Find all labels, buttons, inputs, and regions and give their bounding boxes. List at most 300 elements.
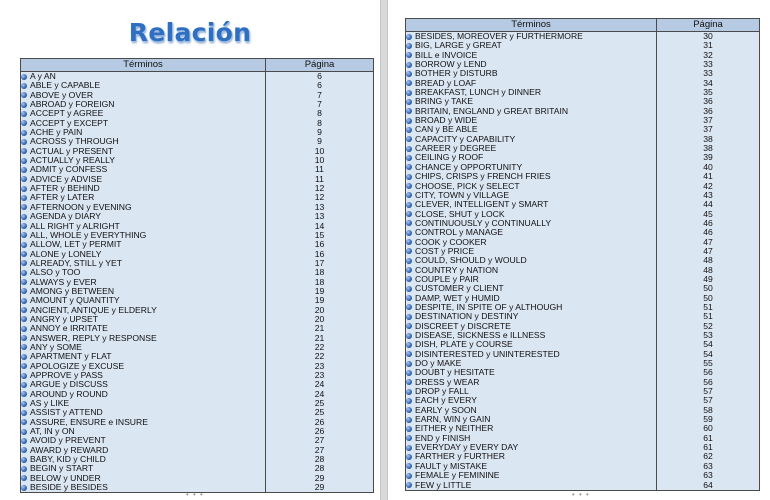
page-number: 25: [266, 399, 374, 408]
table-row: [406, 69, 760, 78]
term-cell: [406, 266, 657, 275]
page-number: 61: [657, 443, 760, 452]
table-row: [21, 418, 374, 427]
term-cell: [21, 222, 266, 231]
term-text: BORROW y LEND: [415, 60, 487, 70]
page-number: 23: [266, 371, 374, 380]
page-number: 6: [266, 72, 374, 82]
table-row: [21, 380, 374, 389]
bullet-icon: [21, 102, 27, 108]
term-cell: [406, 200, 657, 209]
term-text: ACROSS y THROUGH: [30, 137, 119, 147]
term-text: BABY, KID y CHILD: [30, 455, 106, 465]
bullet-icon: [21, 120, 27, 126]
table-row: [21, 334, 374, 343]
page-number: 46: [657, 228, 760, 237]
bullet-icon: [406, 62, 412, 68]
table-row: [21, 362, 374, 371]
page-number: 15: [266, 231, 374, 240]
page-number: 19: [266, 287, 374, 296]
page-number: 63: [657, 471, 760, 480]
term-cell: [21, 455, 266, 464]
page-number: 11: [266, 175, 374, 184]
bullet-icon: [406, 463, 412, 469]
table-row: [406, 32, 760, 42]
bullet-icon: [406, 267, 412, 273]
term-cell: [21, 380, 266, 389]
bullet-icon: [406, 118, 412, 124]
page-number: 38: [657, 144, 760, 153]
term-text: DRESS y WEAR: [415, 377, 480, 387]
page-number: 7: [266, 91, 374, 100]
bullet-icon: [406, 361, 412, 367]
page-number: 42: [657, 182, 760, 191]
page-number: 56: [657, 378, 760, 387]
term-text: AGENDA y DIARY: [30, 212, 101, 222]
bullet-icon: [406, 258, 412, 264]
term-text: AFTER y BEHIND: [30, 184, 100, 194]
term-cell: [406, 359, 657, 368]
bullet-icon: [21, 419, 27, 425]
term-text: ALREADY, STILL y YET: [30, 258, 123, 268]
page-number: 56: [657, 368, 760, 377]
page-number: 6: [266, 81, 374, 90]
page-number: 29: [266, 483, 374, 493]
table-row: [406, 378, 760, 387]
term-text: BRING y TAKE: [415, 97, 473, 107]
bullet-icon: [406, 276, 412, 282]
bullet-icon: [406, 398, 412, 404]
term-text: DISCREET y DISCRETE: [415, 321, 511, 331]
table-row: [21, 324, 374, 333]
table-row: [406, 396, 760, 405]
table-row: [21, 212, 374, 221]
bullet-icon: [21, 363, 27, 369]
term-cell: [21, 72, 266, 82]
bullet-icon: [406, 220, 412, 226]
page-number: 45: [657, 210, 760, 219]
table-row: [406, 247, 760, 256]
term-text: CHANCE y OPPORTUNITY: [415, 162, 523, 172]
table-row: [21, 231, 374, 240]
table-row: [406, 256, 760, 265]
page-number: 16: [266, 250, 374, 259]
term-cell: [21, 446, 266, 455]
bullet-icon: [406, 52, 412, 58]
bullet-icon: [21, 485, 27, 491]
table-row: [21, 184, 374, 193]
bullet-icon: [406, 286, 412, 292]
table-row: [21, 156, 374, 165]
term-cell: [21, 352, 266, 361]
term-text: BESIDES, MOREOVER y FURTHERMORE: [415, 31, 583, 41]
term-cell: [406, 41, 657, 50]
term-text: CHIPS, CRISPS y FRENCH FRIES: [415, 172, 551, 182]
table-row: [21, 446, 374, 455]
term-cell: [406, 275, 657, 284]
page-number: 50: [657, 294, 760, 303]
page-number: 57: [657, 387, 760, 396]
page-number: 44: [657, 200, 760, 209]
term-cell: [21, 175, 266, 184]
table-row: [406, 359, 760, 368]
page-number: 60: [657, 424, 760, 433]
page-number: 12: [266, 193, 374, 202]
term-cell: [21, 184, 266, 193]
table-row: [406, 238, 760, 247]
term-text: ABROAD y FOREIGN: [30, 100, 115, 110]
term-cell: [406, 481, 657, 491]
table-row: [21, 464, 374, 473]
term-text: AT, IN y ON: [30, 427, 75, 437]
table-row: [21, 287, 374, 296]
table-row: [406, 443, 760, 452]
page-number: 39: [657, 153, 760, 162]
term-text: AVOID y PREVENT: [30, 436, 106, 446]
table-row: [21, 343, 374, 352]
page-number: 21: [266, 324, 374, 333]
term-text: COOK y COOKER: [415, 237, 487, 247]
term-cell: [406, 462, 657, 471]
term-text: BOTHER y DISTURB: [415, 69, 498, 79]
page-number: 49: [657, 275, 760, 284]
table-row: [406, 79, 760, 88]
page-number: 7: [266, 100, 374, 109]
table-row: [406, 191, 760, 200]
term-text: ALWAYS y EVER: [30, 277, 97, 287]
term-cell: [21, 137, 266, 146]
term-cell: [21, 334, 266, 343]
page-number: 30: [657, 32, 760, 42]
term-cell: [21, 165, 266, 174]
page-title: Relación: [128, 18, 252, 47]
bullet-icon: [406, 80, 412, 86]
term-cell: [406, 387, 657, 396]
bullet-icon: [406, 71, 412, 77]
term-text: BESIDE y BESIDES: [30, 483, 108, 493]
bullet-icon: [406, 426, 412, 432]
page-number: 18: [266, 268, 374, 277]
bullet-icon: [21, 335, 27, 341]
table-row: [21, 474, 374, 483]
table-row: [406, 182, 760, 191]
page-number: 54: [657, 340, 760, 349]
term-cell: [21, 287, 266, 296]
table-row: [406, 172, 760, 181]
term-cell: [406, 247, 657, 256]
bullet-icon: [406, 370, 412, 376]
bullet-icon: [21, 307, 27, 313]
bullet-icon: [406, 417, 412, 423]
table-row: [21, 408, 374, 417]
bullet-icon: [406, 351, 412, 357]
term-cell: [21, 278, 266, 287]
page-number: 29: [266, 474, 374, 483]
page-number: 36: [657, 97, 760, 106]
page-number: 34: [657, 79, 760, 88]
table-row: [21, 193, 374, 202]
term-text: COUPLE y PAIR: [415, 274, 479, 284]
term-text: CAREER y DEGREE: [415, 144, 497, 154]
bullet-icon: [21, 74, 27, 80]
table-row: [406, 97, 760, 106]
bullet-icon: [406, 473, 412, 479]
table-row: [406, 350, 760, 359]
bullet-icon: [406, 155, 412, 161]
page-number: 12: [266, 184, 374, 193]
term-cell: [406, 60, 657, 69]
term-text: DISH, PLATE y COURSE: [415, 340, 513, 350]
term-text: CITY, TOWN y VILLAGE: [415, 190, 510, 200]
page-number: 26: [266, 418, 374, 427]
page-number: 36: [657, 107, 760, 116]
table-row: [406, 41, 760, 50]
term-text: ALL RIGHT y ALRIGHT: [30, 221, 120, 231]
page-number: 37: [657, 125, 760, 134]
table-row: [406, 322, 760, 331]
page-number: 37: [657, 116, 760, 125]
bullet-icon: [406, 407, 412, 413]
term-cell: [21, 203, 266, 212]
term-cell: [21, 483, 266, 493]
bullet-icon: [21, 242, 27, 248]
table-row: [21, 278, 374, 287]
table-row: [21, 296, 374, 305]
term-text: COST y PRICE: [415, 246, 475, 256]
term-cell: [406, 294, 657, 303]
table-row: [21, 81, 374, 90]
term-text: ALLOW, LET y PERMIT: [30, 240, 122, 250]
bullet-icon: [406, 136, 412, 142]
bullet-icon: [406, 146, 412, 152]
table-row: [21, 390, 374, 399]
bullet-icon: [21, 158, 27, 164]
bullet-icon: [21, 176, 27, 182]
table-row: [406, 434, 760, 443]
table-header-row: [406, 19, 760, 32]
term-cell: [406, 79, 657, 88]
page-number: 25: [266, 408, 374, 417]
term-text: ANY y SOME: [30, 342, 82, 352]
bullet-icon: [21, 457, 27, 463]
term-cell: [21, 399, 266, 408]
page-number: 33: [657, 60, 760, 69]
page-footer-dots: • • •: [186, 490, 204, 499]
page-number: 47: [657, 247, 760, 256]
term-text: FAULT y MISTAKE: [415, 461, 488, 471]
term-text: ACCEPT y AGREE: [30, 109, 104, 119]
table-row: [21, 352, 374, 361]
page-number: 11: [266, 165, 374, 174]
page-number: 46: [657, 219, 760, 228]
right-page: [388, 0, 770, 500]
term-cell: [406, 303, 657, 312]
table-row: [406, 60, 760, 69]
page-number: 40: [657, 163, 760, 172]
index-table-right: [405, 18, 760, 491]
term-cell: [21, 119, 266, 128]
table-row: [406, 210, 760, 219]
page-number: 41: [657, 172, 760, 181]
term-text: BILL e INVOICE: [415, 50, 478, 60]
bullet-icon: [21, 130, 27, 136]
term-cell: [21, 436, 266, 445]
bullet-icon: [21, 270, 27, 276]
table-header-row: [21, 59, 374, 72]
table-row: [21, 147, 374, 156]
term-cell: [406, 452, 657, 461]
term-text: CONTINUOUSLY y CONTINUALLY: [415, 218, 552, 228]
table-row: [21, 455, 374, 464]
bullet-icon: [406, 239, 412, 245]
bullet-icon: [406, 248, 412, 254]
page-number: 16: [266, 240, 374, 249]
table-row: [406, 116, 760, 125]
table-row: [21, 128, 374, 137]
page-footer-dots: • • •: [572, 490, 590, 499]
page-number: 24: [266, 380, 374, 389]
page-number: 53: [657, 331, 760, 340]
page-number: 14: [266, 222, 374, 231]
header-terms: Términos: [406, 19, 657, 32]
page-number: 18: [266, 278, 374, 287]
term-text: DOUBT y HESITATE: [415, 368, 495, 378]
table-row: [406, 125, 760, 134]
bullet-icon: [21, 92, 27, 98]
term-text: APPROVE y PASS: [30, 371, 103, 380]
term-text: DISINTERESTED y UNINTERESTED: [415, 349, 560, 359]
term-text: ACTUAL y PRESENT: [30, 146, 114, 156]
table-row: [21, 100, 374, 109]
term-cell: [406, 228, 657, 237]
term-cell: [406, 378, 657, 387]
bullet-icon: [406, 323, 412, 329]
bullet-icon: [21, 316, 27, 322]
term-cell: [21, 81, 266, 90]
bullet-icon: [406, 90, 412, 96]
term-cell: [21, 250, 266, 259]
term-text: DROP y FALL: [415, 387, 469, 397]
table-row: [406, 368, 760, 377]
term-cell: [21, 296, 266, 305]
term-text: DAMP, WET y HUMID: [415, 293, 500, 303]
term-text: ACCEPT y EXCEPT: [30, 118, 109, 128]
term-text: ADVICE y ADVISE: [30, 174, 103, 184]
term-cell: [406, 471, 657, 480]
page-number: 43: [657, 191, 760, 200]
term-cell: [21, 100, 266, 109]
term-text: AFTERNOON y EVENING: [30, 202, 132, 212]
page-number: 17: [266, 259, 374, 268]
term-cell: [21, 343, 266, 352]
term-cell: [406, 350, 657, 359]
page-number: 28: [266, 464, 374, 473]
term-cell: [406, 415, 657, 424]
term-text: ANGRY y UPSET: [30, 314, 98, 324]
term-text: ASSURE, ENSURE e INSURE: [30, 417, 148, 427]
term-text: AFTER y LATER: [30, 193, 95, 203]
term-cell: [406, 32, 657, 42]
page-number: 9: [266, 128, 374, 137]
term-cell: [406, 256, 657, 265]
page-number: 38: [657, 135, 760, 144]
table-row: [406, 163, 760, 172]
term-text: AROUND y ROUND: [30, 389, 108, 399]
bullet-icon: [21, 148, 27, 154]
page-number: 19: [266, 296, 374, 305]
bullet-icon: [406, 230, 412, 236]
page-number: 52: [657, 322, 760, 331]
term-cell: [406, 125, 657, 134]
term-cell: [21, 193, 266, 202]
table-row: [21, 175, 374, 184]
term-text: BIG, LARGE y GREAT: [415, 41, 502, 51]
bullet-icon: [406, 379, 412, 385]
term-cell: [406, 69, 657, 78]
term-text: CHOOSE, PICK y SELECT: [415, 181, 520, 191]
bullet-icon: [406, 333, 412, 339]
page-number: 23: [266, 362, 374, 371]
bullet-icon: [21, 186, 27, 192]
bullet-icon: [406, 295, 412, 301]
term-cell: [406, 284, 657, 293]
page-number: 35: [657, 88, 760, 97]
page-number: 22: [266, 352, 374, 361]
bullet-icon: [406, 435, 412, 441]
term-text: ALSO y TOO: [30, 268, 81, 278]
header-page: Página: [657, 19, 760, 32]
bullet-icon: [21, 83, 27, 89]
bullet-icon: [406, 108, 412, 114]
bullet-icon: [406, 482, 412, 488]
table-row: [406, 219, 760, 228]
term-text: EARN, WIN y GAIN: [415, 415, 491, 425]
bullet-icon: [21, 195, 27, 201]
table-row: [406, 266, 760, 275]
bullet-icon: [21, 438, 27, 444]
table-row: [406, 200, 760, 209]
page-number: 20: [266, 315, 374, 324]
table-row: [21, 137, 374, 146]
term-cell: [406, 219, 657, 228]
bullet-icon: [21, 401, 27, 407]
term-text: ANNOY e IRRITATE: [30, 324, 108, 334]
bullet-icon: [21, 298, 27, 304]
page-number: 31: [657, 41, 760, 50]
table-row: [406, 228, 760, 237]
term-cell: [406, 163, 657, 172]
table-row: [21, 119, 374, 128]
term-cell: [21, 306, 266, 315]
table-row: [406, 415, 760, 424]
term-text: ACTUALLY y REALLY: [30, 156, 116, 166]
term-cell: [21, 156, 266, 165]
term-cell: [406, 97, 657, 106]
term-text: DISEASE, SICKNESS e ILLNESS: [415, 331, 546, 340]
header-page: Página: [266, 59, 374, 72]
term-text: BROAD y WIDE: [415, 116, 478, 126]
bullet-icon: [406, 342, 412, 348]
term-cell: [406, 322, 657, 331]
term-text: FARTHER y FURTHER: [415, 452, 505, 462]
table-row: [406, 452, 760, 461]
table-row: [406, 481, 760, 491]
term-text: CLEVER, INTELLIGENT y SMART: [415, 200, 549, 210]
term-cell: [21, 240, 266, 249]
page-number: 51: [657, 303, 760, 312]
table-row: [21, 72, 374, 82]
term-cell: [21, 324, 266, 333]
